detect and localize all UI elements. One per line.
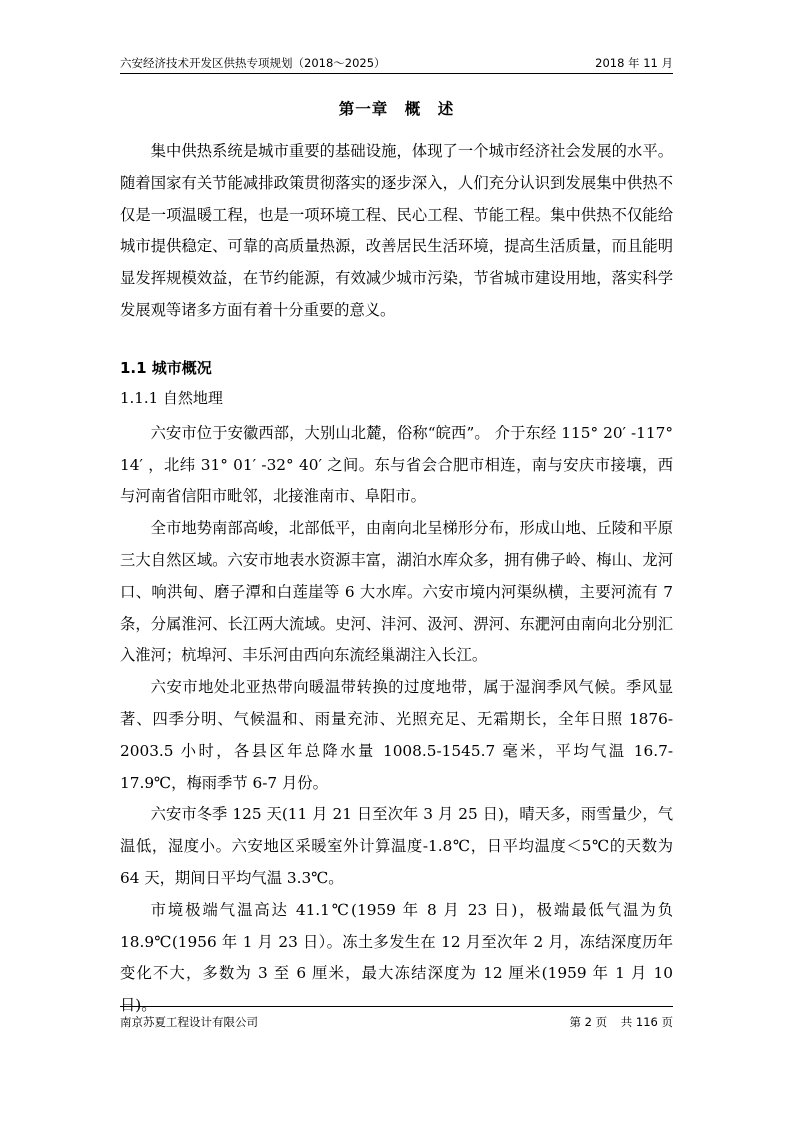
header-document-title: 六安经济技术开发区供热专项规划（2018～2025） xyxy=(120,56,386,70)
body-paragraph: 全市地势南部高峻，北部低平，由南向北呈梯形分布，形成山地、丘陵和平原三大自然区域。六安市地表水资源丰富，湖泊水库众多，拥有佛子岭、梅山、龙河口、响洪甸、磨子潭和白莲崖等 6 大水库。六安市境内河渠纵横，主要河流有 7 条，分属淮河、长江两大流域。史河、沣河、汲河、淠河、东淝河由南向北分别汇入淮河；杭埠河、丰乐河由西向东流经巢湖注入长江。 xyxy=(120,519,673,665)
subsection-heading: 1.1.1 自然地理 xyxy=(120,388,223,407)
body-paragraph: 市境极端气温高达 41.1℃(1959 年 8 月 23 日)，极端最低气温为负 18.9℃(1956 年 1 月 23 日）。冻土多发生在 12 月至次年 2 月，冻结深度历年变化不大，多数为 3 至 6 厘米，最大冻结深度为 12 厘米(1959 年 1 月 10 日)。 xyxy=(120,900,673,1015)
body-paragraph: 六安市冬季 125 天(11 月 21 日至次年 3 月 25 日)，晴天多，雨雪量少，气温低，湿度小。六安地区采暖室外计算温度-1.8℃，日平均温度＜5℃的天数为 64 天，期间日平均气温 3.3℃。 xyxy=(120,805,673,887)
section-heading: 1.1 城市概况 xyxy=(120,358,212,377)
footer-rule xyxy=(120,1006,673,1007)
page-total: 共 116 页 xyxy=(620,1015,673,1029)
footer-page-info xyxy=(569,1014,673,1030)
main-content xyxy=(120,136,673,1022)
page-footer xyxy=(120,1014,673,1030)
page-header xyxy=(120,55,673,71)
page-number: 第 2 页 xyxy=(569,1015,608,1029)
chapter-title: 第一章 概 述 xyxy=(338,100,455,118)
header-date: 2018 年 11 月 xyxy=(595,56,673,70)
body-paragraph: 六安市地处北亚热带向暖温带转换的过度地带，属于湿润季风气候。季风显著、四季分明、气候温和、雨量充沛、光照充足、无霜期长，全年日照 1876-2003.5 小时，各县区年总降水量 1008.5-1545.7 毫米，平均气温 16.7-17.9℃，梅雨季节 6-7 月份。 xyxy=(120,678,673,792)
spacer xyxy=(120,327,673,353)
footer-company: 南京苏夏工程设计有限公司 xyxy=(120,1015,258,1029)
body-paragraph: 六安市位于安徽西部，大别山北麓，俗称“皖西”。 介于东经 115° 20′ -117° 14′ ，北纬 31° 01′ -32° 40′ 之间。东与省会合肥市相连，南与安庆市接壤，西与河南省信阳市毗邻，北接淮南市、阜阳市。 xyxy=(120,423,673,506)
intro-paragraph: 集中供热系统是城市重要的基础设施，体现了一个城市经济社会发展的水平。随着国家有关节能减排政策贯彻落实的逐步深入，人们充分认识到发展集中供热不仅是一项温暖工程，也是一项环境工程、民心工程、节能工程。集中供热不仅能给城市提供稳定、可靠的高质量热源，改善居民生活环境，提高生活质量，而且能明显发挥规模效益，在节约能源，有效减少城市污染，节省城市建设用地，落实科学发展观等诸多方面有着十分重要的意义。 xyxy=(120,142,673,319)
header-rule xyxy=(120,73,673,74)
